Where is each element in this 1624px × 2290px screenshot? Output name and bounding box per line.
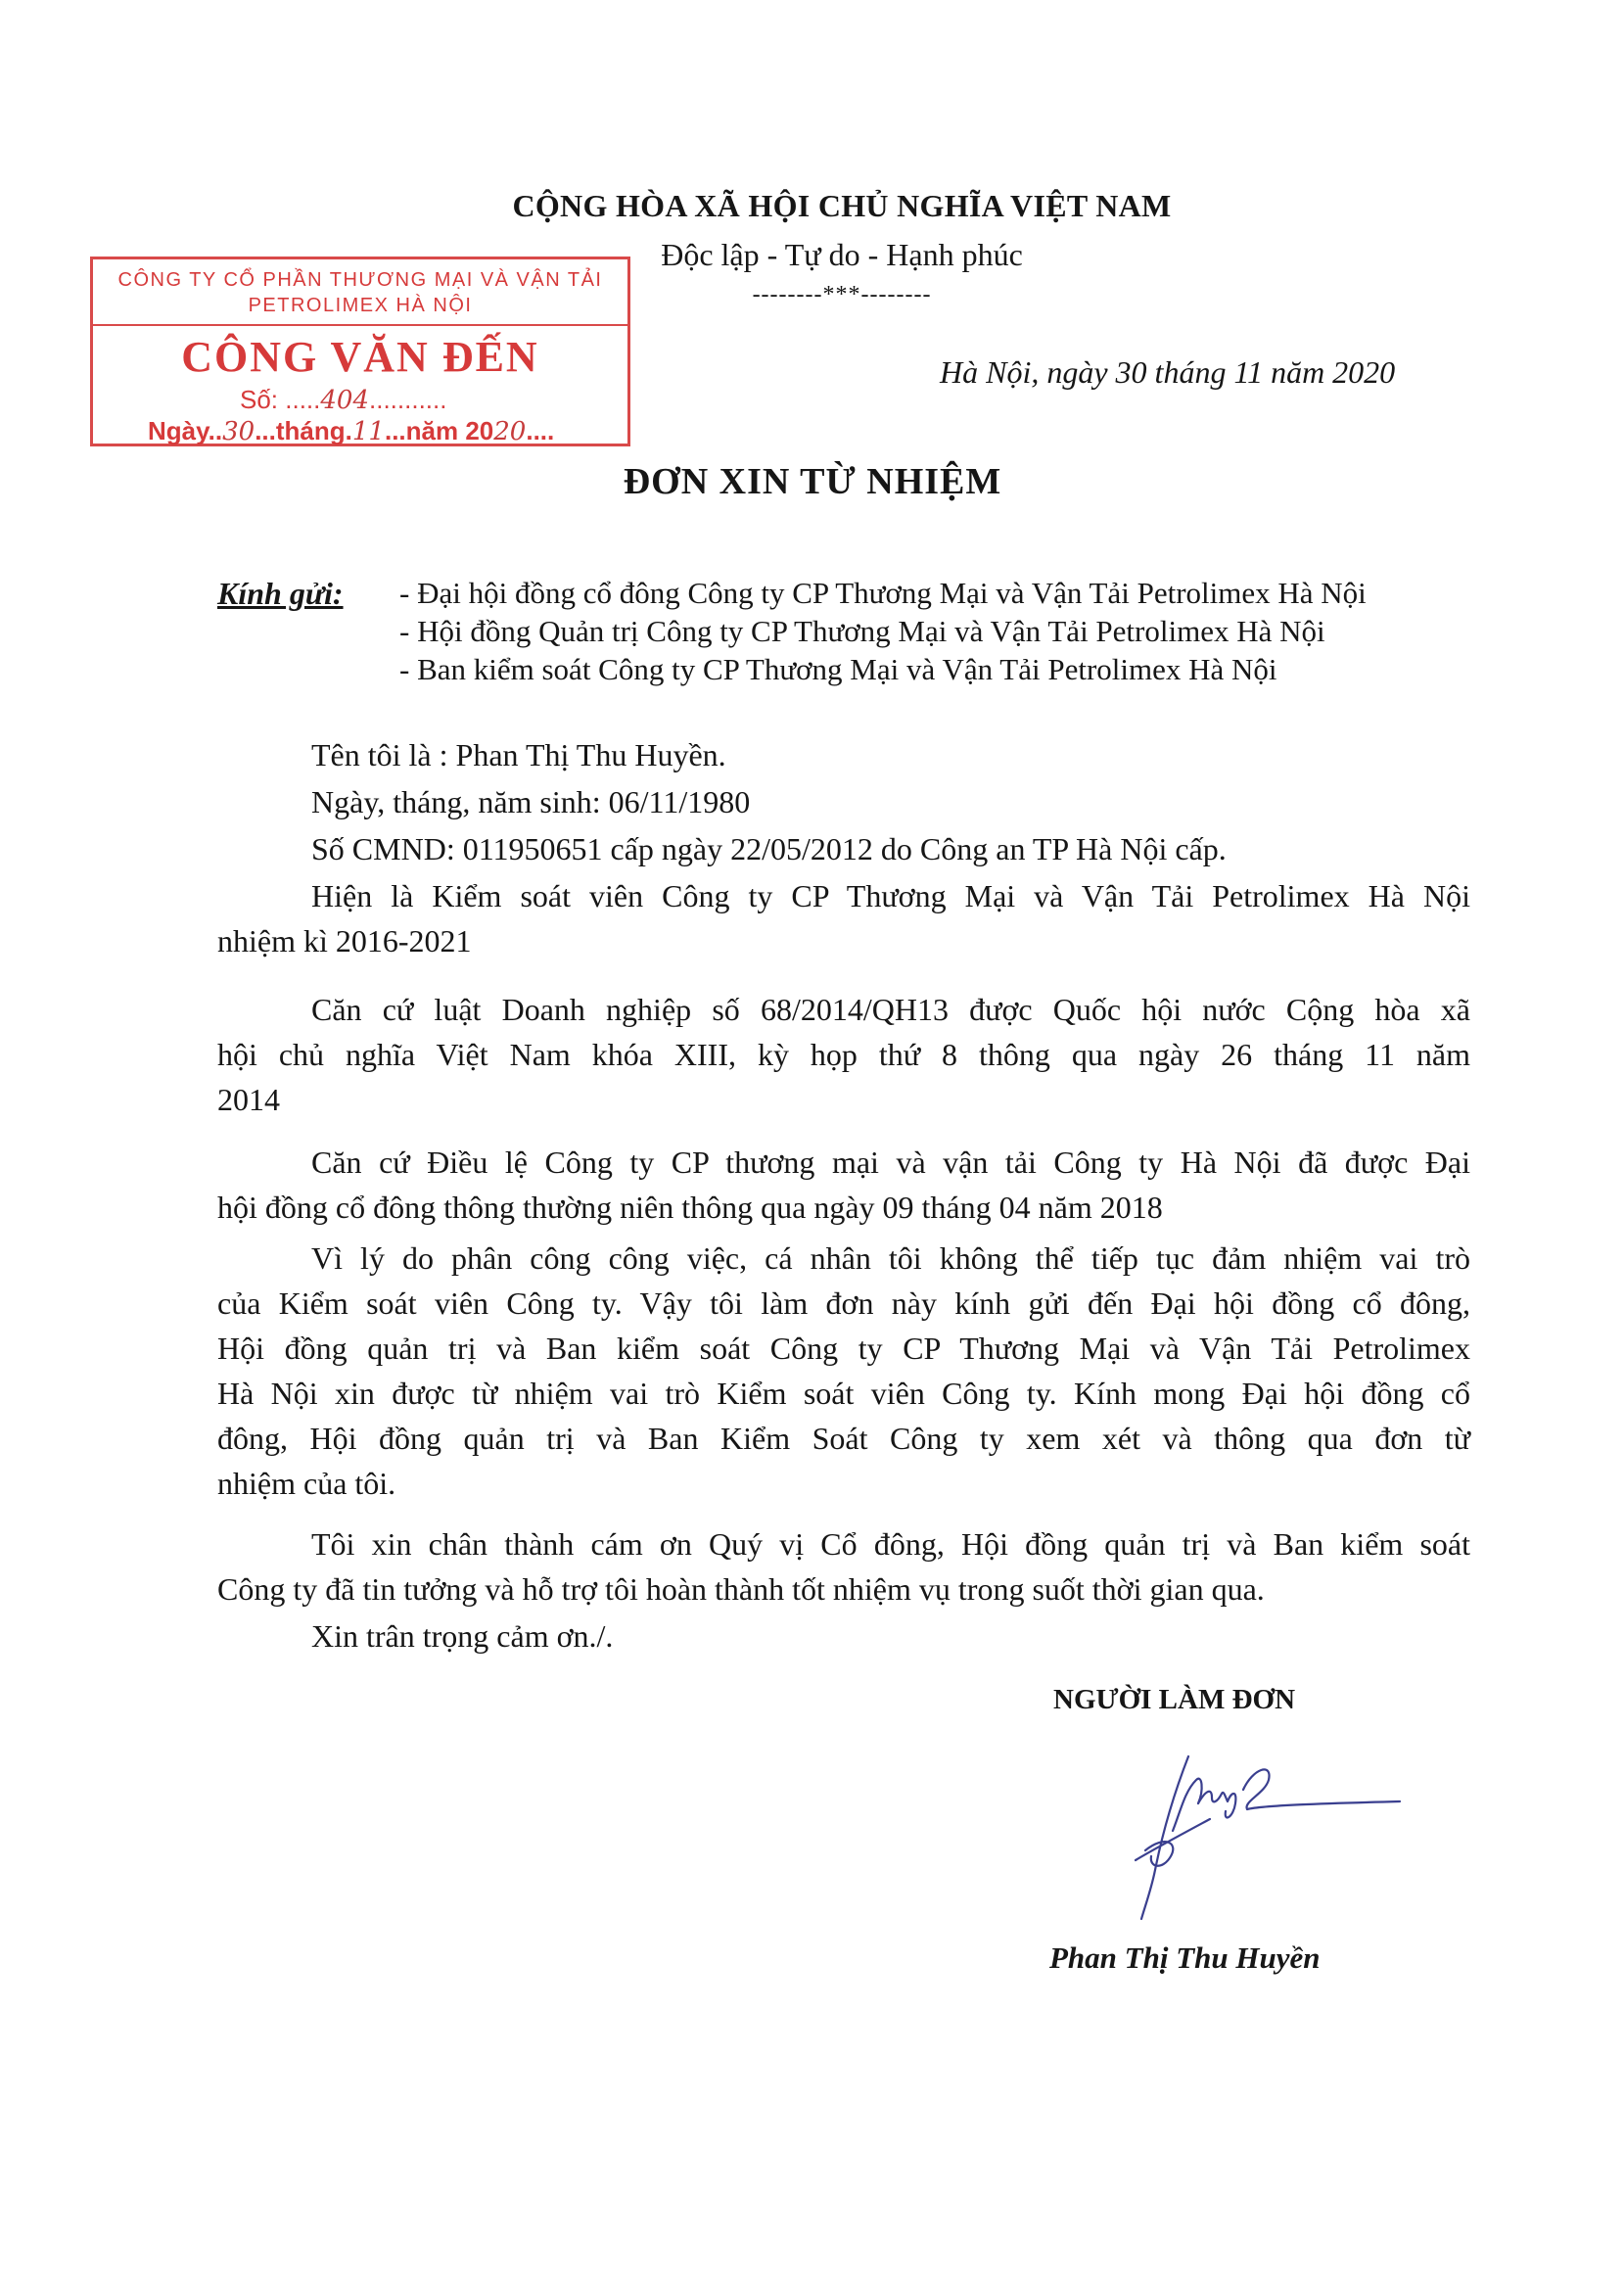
recipient-item: - Hội đồng Quản trị Công ty CP Thương Mại và Vận Tải Petrolimex Hà Nội xyxy=(399,614,1325,648)
recipients-label: Kính gửi: xyxy=(217,576,344,611)
stamp-company-line2: PETROLIMEX HÀ NỘI xyxy=(248,295,473,316)
national-motto: Độc lập - Tự do - Hạnh phúc xyxy=(661,237,1023,272)
paragraph-reason: đông, Hội đồng quản trị và Ban Kiểm Soát Công ty xem xét và thông qua đơn từ xyxy=(217,1421,1470,1456)
stamp-number xyxy=(240,385,446,415)
place-date-line: Hà Nội, ngày 30 tháng 11 năm 2020 xyxy=(940,354,1396,390)
stamp-company-line1: CÔNG TY CỔ PHẦN THƯƠNG MẠI VÀ VẬN TẢI xyxy=(117,269,603,291)
stamp-year-value: 20 xyxy=(493,417,527,446)
recipient-item: - Đại hội đồng cổ đông Công ty CP Thương Mại và Vận Tải Petrolimex Hà Nội xyxy=(399,576,1367,610)
stamp-title: CÔNG VĂN ĐẾN xyxy=(181,333,539,381)
closing-line: Xin trân trọng cảm ơn./. xyxy=(311,1618,614,1654)
stamp-number-suffix: ........... xyxy=(369,385,447,414)
motto-separator: --------***-------- xyxy=(752,282,932,307)
paragraph-law-basis: hội chủ nghĩa Việt Nam khóa XIII, kỳ họp thứ 8 thông qua ngày 26 tháng 11 năm xyxy=(217,1037,1470,1072)
stamp-month-label: ...tháng. xyxy=(255,416,352,445)
dob-line: Ngày, tháng, năm sinh: 06/11/1980 xyxy=(311,784,751,819)
handwritten-signature xyxy=(1116,1733,1410,1929)
paragraph-reason: của Kiểm soát viên Công ty. Vậy tôi làm đơn này kính gửi đến Đại hội đồng cổ đông, xyxy=(217,1285,1470,1321)
stamp-year-suffix: .... xyxy=(526,416,555,445)
signer-name: Phan Thị Thu Huyền xyxy=(1049,1940,1321,1975)
signer-title: NGƯỜI LÀM ĐƠN xyxy=(1053,1684,1296,1715)
paragraph-charter-basis: hội đồng cổ đông thông thường niên thông qua ngày 09 tháng 04 năm 2018 xyxy=(217,1190,1163,1225)
paragraph-reason: Vì lý do phân công công việc, cá nhân tôi không thể tiếp tục đảm nhiệm vai trò xyxy=(311,1240,1470,1276)
stamp-number-value: 404 xyxy=(320,386,370,415)
paragraph-reason: Hà Nội xin được từ nhiệm vai trò Kiểm soát viên Công ty. Kính mong Đại hội đồng cổ xyxy=(217,1376,1470,1411)
stamp-day-label: Ngày.. xyxy=(148,416,223,445)
paragraph-charter-basis: Căn cứ Điều lệ Công ty CP thương mại và vận tải Công ty Hà Nội đã được Đại xyxy=(311,1145,1470,1180)
paragraph-reason: nhiệm của tôi. xyxy=(217,1466,396,1501)
name-line: Tên tôi là : Phan Thị Thu Huyền. xyxy=(311,737,726,772)
paragraph-thanks: Tôi xin chân thành cám ơn Quý vị Cổ đông, Hội đồng quản trị và Ban kiểm soát xyxy=(311,1526,1470,1562)
stamp-number-label: Số: ..... xyxy=(240,385,321,414)
paragraph-law-basis: Căn cứ luật Doanh nghiệp số 68/2014/QH13 được Quốc hội nước Cộng hòa xã xyxy=(311,992,1470,1027)
paragraph-law-basis: 2014 xyxy=(217,1082,280,1117)
paragraph-position: Hiện là Kiểm soát viên Công ty CP Thương Mại và Vận Tải Petrolimex Hà Nội xyxy=(311,878,1470,913)
incoming-document-stamp xyxy=(90,257,630,446)
national-title: CỘNG HÒA XÃ HỘI CHỦ NGHĨA VIỆT NAM xyxy=(512,188,1172,223)
recipient-item: - Ban kiểm soát Công ty CP Thương Mại và Vận Tải Petrolimex Hà Nội xyxy=(399,652,1277,686)
id-line: Số CMND: 011950651 cấp ngày 22/05/2012 do Công an TP Hà Nội cấp. xyxy=(311,831,1227,866)
paragraph-thanks: Công ty đã tin tưởng và hỗ trợ tôi hoàn thành tốt nhiệm vụ trong suốt thời gian qua. xyxy=(217,1571,1265,1607)
paragraph-reason: Hội đồng quản trị và Ban kiểm soát Công ty CP Thương Mại và Vận Tải Petrolimex xyxy=(217,1331,1470,1366)
stamp-year-label: ...năm 20 xyxy=(384,416,494,445)
document-title: ĐƠN XIN TỪ NHIỆM xyxy=(623,461,1002,502)
paragraph-position: nhiệm kì 2016-2021 xyxy=(217,923,472,958)
stamp-date xyxy=(148,416,554,446)
stamp-day-value: 30 xyxy=(222,417,255,446)
stamp-month-value: 11 xyxy=(351,417,385,446)
